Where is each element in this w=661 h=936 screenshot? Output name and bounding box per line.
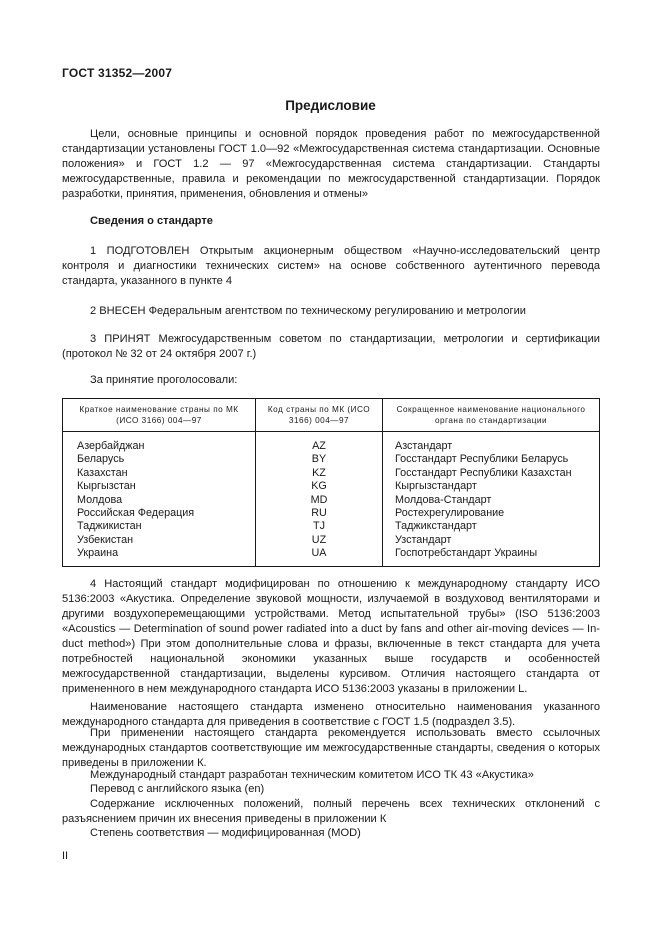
standards-body: Госстандарт Республики Беларусь bbox=[395, 453, 569, 466]
country-name: Молдова bbox=[77, 493, 123, 506]
standards-body: Кыргызстандарт bbox=[395, 480, 477, 493]
country-name: Таджикистан bbox=[77, 520, 142, 533]
voting-states-table bbox=[62, 398, 600, 567]
item-2-paragraph: 2 ВНЕСЕН Федеральным агентством по техническому регулированию и метрологии bbox=[90, 305, 526, 317]
page-title: Предисловие bbox=[285, 98, 376, 113]
standards-body: Ростехрегулирование bbox=[395, 507, 505, 520]
standards-body: Азстандарт bbox=[395, 440, 453, 452]
country-name: Узбекистан bbox=[77, 533, 134, 546]
item-3-paragraph: 3 ПРИНЯТ Межгосударственным советом по стандартизации, метрологии и сертификации (протокол № 32 от 24 октября 2007 г.) bbox=[62, 333, 600, 360]
standards-body: Таджикстандарт bbox=[395, 520, 477, 533]
item-1-paragraph: 1 ПОДГОТОВЛЕН Открытым акционерным обществом «Научно-исследовательский центр контроля и диагностики технических систем» на основе собственного аутентичного перевода стандарта, указанного в пункте 4 bbox=[62, 245, 600, 287]
country-code: KG bbox=[311, 480, 327, 493]
code-column bbox=[256, 432, 383, 567]
standards-body: Госпотребстандарт Украины bbox=[395, 547, 538, 560]
country-code: UZ bbox=[311, 533, 327, 546]
standards-body: Молдова-Стандарт bbox=[395, 493, 492, 506]
country-code: TJ bbox=[313, 520, 325, 533]
table-header-country: Краткое наименование страны по МК (ИСО 3166) 004—97 bbox=[63, 399, 256, 432]
about-heading: Сведения о стандарте bbox=[90, 215, 213, 227]
item-4-paragraph: 4 Настоящий стандарт модифицирован по отношению к международному стандарту ИСО 5136:2003 «Акустика. Определение звуковой мощности, излучаемой в воздуховод вентиляторами и другими воздухоперемещающими устройствами. Метод испытательной трубы» (ISO 5136:2003 «Acoustics — Determination of sound power radiated into a duct by fans and other air-moving devices — In-duct method») При этом дополнительные слова и фразы, включенные в текст стандарта для учета потребностей национальной экономики указанных выше государств и особенностей межгосударственной стандартизации, выделены курсивом. Отличия настоящего стандарта от примененного в нем международного стандарта ИСО 5136:2003 указаны в приложении L. bbox=[62, 578, 600, 695]
country-column bbox=[63, 432, 256, 567]
conformity-degree-paragraph: Степень соответствия — модифицированная (MOD) bbox=[90, 827, 361, 839]
references-paragraph: При применении настоящего стандарта рекомендуется использовать вместо ссылочных международных стандартов соответствующие им межгосударственные стандарты, сведения о которых приведены в приложении К. bbox=[62, 727, 600, 769]
voted-label: За принятие проголосовали: bbox=[90, 374, 238, 386]
country-code: BY bbox=[311, 453, 327, 466]
excluded-content-paragraph: Содержание исключенных положений, полный перечень всех технических отклонений с разъяснением причин их внесения приведены в приложении К bbox=[62, 798, 600, 825]
table-header-code: Код страны по МК (ИСО 3166) 004—97 bbox=[256, 399, 383, 432]
name-change-paragraph: Наименование настоящего стандарта изменено относительно наименования указанного международного стандарта для приведения в соответствие с ГОСТ 1.5 (подраздел 3.5). bbox=[62, 701, 600, 728]
page-number: II bbox=[62, 850, 69, 862]
country-code: AZ bbox=[312, 440, 326, 452]
table-header-body: Сокращенное наименование национального органа по стандартизации bbox=[383, 399, 600, 432]
document-id: ГОСТ 31352—2007 bbox=[62, 66, 173, 80]
country-code: KZ bbox=[312, 466, 326, 479]
standards-body: Узстандарт bbox=[395, 533, 452, 546]
standards-body: Госстандарт Республики Казахстан bbox=[395, 466, 572, 479]
country-name: Российская Федерация bbox=[77, 507, 195, 520]
country-name: Азербайджан bbox=[77, 440, 145, 452]
country-name: Казахстан bbox=[77, 466, 128, 479]
standards-body-column bbox=[383, 432, 600, 567]
technical-committee-paragraph: Международный стандарт разработан техническим комитетом ИСО ТК 43 «Акустика» bbox=[90, 769, 534, 781]
country-code: RU bbox=[311, 507, 327, 520]
country-name: Кыргызстан bbox=[77, 480, 136, 493]
country-name: Беларусь bbox=[77, 453, 125, 466]
country-code: UA bbox=[311, 547, 327, 560]
country-name: Украина bbox=[77, 547, 119, 560]
translation-language-paragraph: Перевод с английского языка (en) bbox=[90, 783, 265, 795]
intro-paragraph: Цели, основные принципы и основной порядок проведения работ по межгосударственной стандартизации установлены ГОСТ 1.0—92 «Межгосударственная система стандартизации. Основные положения» и ГОСТ 1.2 — 97 «Межгосударственная система стандартизации. Стандарты межгосударственные, правила и рекомендации по межгосударственной стандартизации. Порядок разработки, принятия, применения, обновления и отмены» bbox=[62, 128, 600, 200]
country-code: MD bbox=[310, 493, 328, 506]
